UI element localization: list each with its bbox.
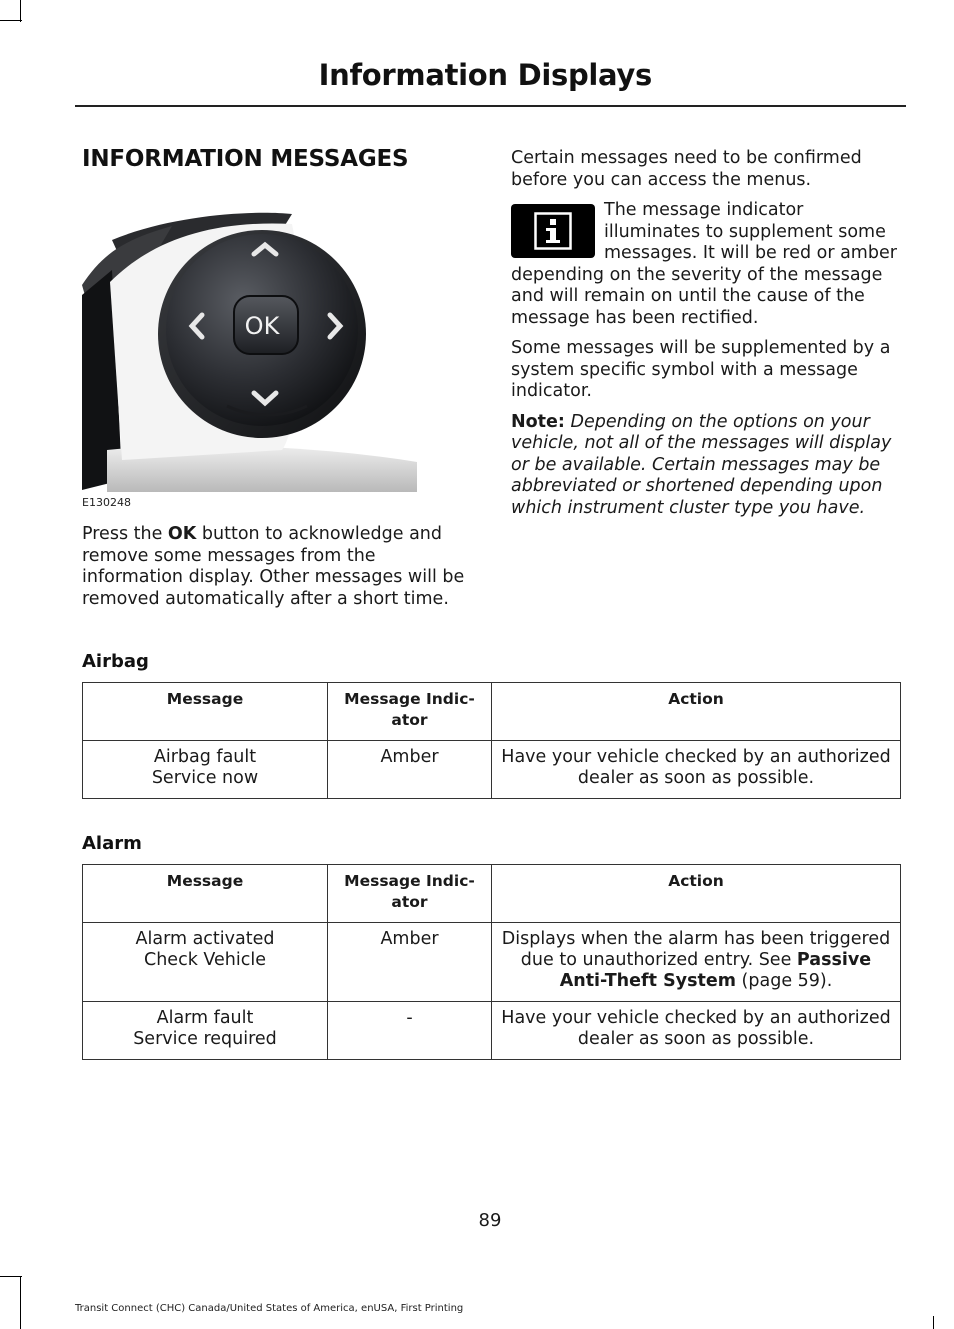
confirm-paragraph: Certain messages need to be confirmed before you can access the menus. [511,148,862,190]
crop-mark [0,20,22,21]
action-cell [492,923,901,1002]
action-text: (page 59). [735,971,833,991]
paragraph-text: button to acknowledge and remove some messages from the information display. Other messages will be removed automatically after a short time. [82,524,465,609]
alarm-heading: Alarm [82,833,142,854]
table-row [83,741,901,799]
message-line: Alarm activated [135,929,275,949]
footer-text: Transit Connect (CHC) Canada/United States of America, enUSA, First Printing [75,1303,464,1314]
column-header-action: Action [492,683,901,741]
header-rule [75,105,906,107]
table-header-row [83,865,901,923]
paragraph-text: Press the [82,524,168,544]
message-line: Alarm fault [156,1008,254,1028]
table-header-row [83,683,901,741]
page-number: 89 [478,1210,502,1231]
message-cell [83,923,328,1002]
alarm-table [82,864,901,1060]
page-header-title: Information Displays [318,58,652,92]
table-row [83,1002,901,1060]
figure-code: E130248 [82,496,131,509]
note-body: Depending on the options on your vehicle, not all of the messages will display or be available. Certain messages may be abbreviated or shortened depending upon which instrument cluster type you have. [511,411,892,518]
action-text: Displays when the alarm has been triggered due to unauthorized entry. See [501,929,891,970]
airbag-table [82,682,901,799]
action-cell: Have your vehicle checked by an authorized dealer as soon as possible. [492,741,901,799]
crop-mark [20,1276,21,1329]
crop-mark [933,1316,934,1329]
passive-anti-theft-link[interactable]: Passive Anti-Theft System [559,950,872,991]
ok-emphasis: OK [167,524,197,544]
ok-button-paragraph [82,524,474,610]
section-title: INFORMATION MESSAGES [82,146,409,172]
symbol-paragraph: Some messages will be supplemented by a system specific symbol with a message indicator. [511,338,891,401]
message-cell [83,741,328,799]
indicator-paragraph: The message indicator illuminates to supplement some messages. It will be red or amber depending on the severity of the message and will remain on until the cause of the message has been rectified. [511,200,897,328]
message-line: Service required [133,1029,277,1049]
message-line: Service now [151,768,259,788]
column-header-indicator: Message Indic-ator [328,865,492,923]
crop-mark [0,1276,22,1277]
ok-button-label: OK [244,312,280,340]
note-paragraph [511,412,903,520]
airbag-heading: Airbag [82,651,149,672]
indicator-cell: Amber [328,923,492,1002]
indicator-cell: - [328,1002,492,1060]
action-cell: Have your vehicle checked by an authorized dealer as soon as possible. [492,1002,901,1060]
table-row [83,923,901,1002]
right-column [511,148,903,528]
info-indicator-icon [511,204,595,258]
indicator-cell: Amber [328,741,492,799]
column-header-indicator: Message Indic-ator [328,683,492,741]
message-cell [83,1002,328,1060]
steering-wheel-controls-illustration [82,200,422,495]
column-header-action: Action [492,865,901,923]
note-label: Note: [511,411,565,432]
message-line: Check Vehicle [144,950,266,970]
crop-mark [20,0,21,22]
column-header-message: Message [83,865,328,923]
message-line: Airbag fault [153,747,257,767]
column-header-message: Message [83,683,328,741]
